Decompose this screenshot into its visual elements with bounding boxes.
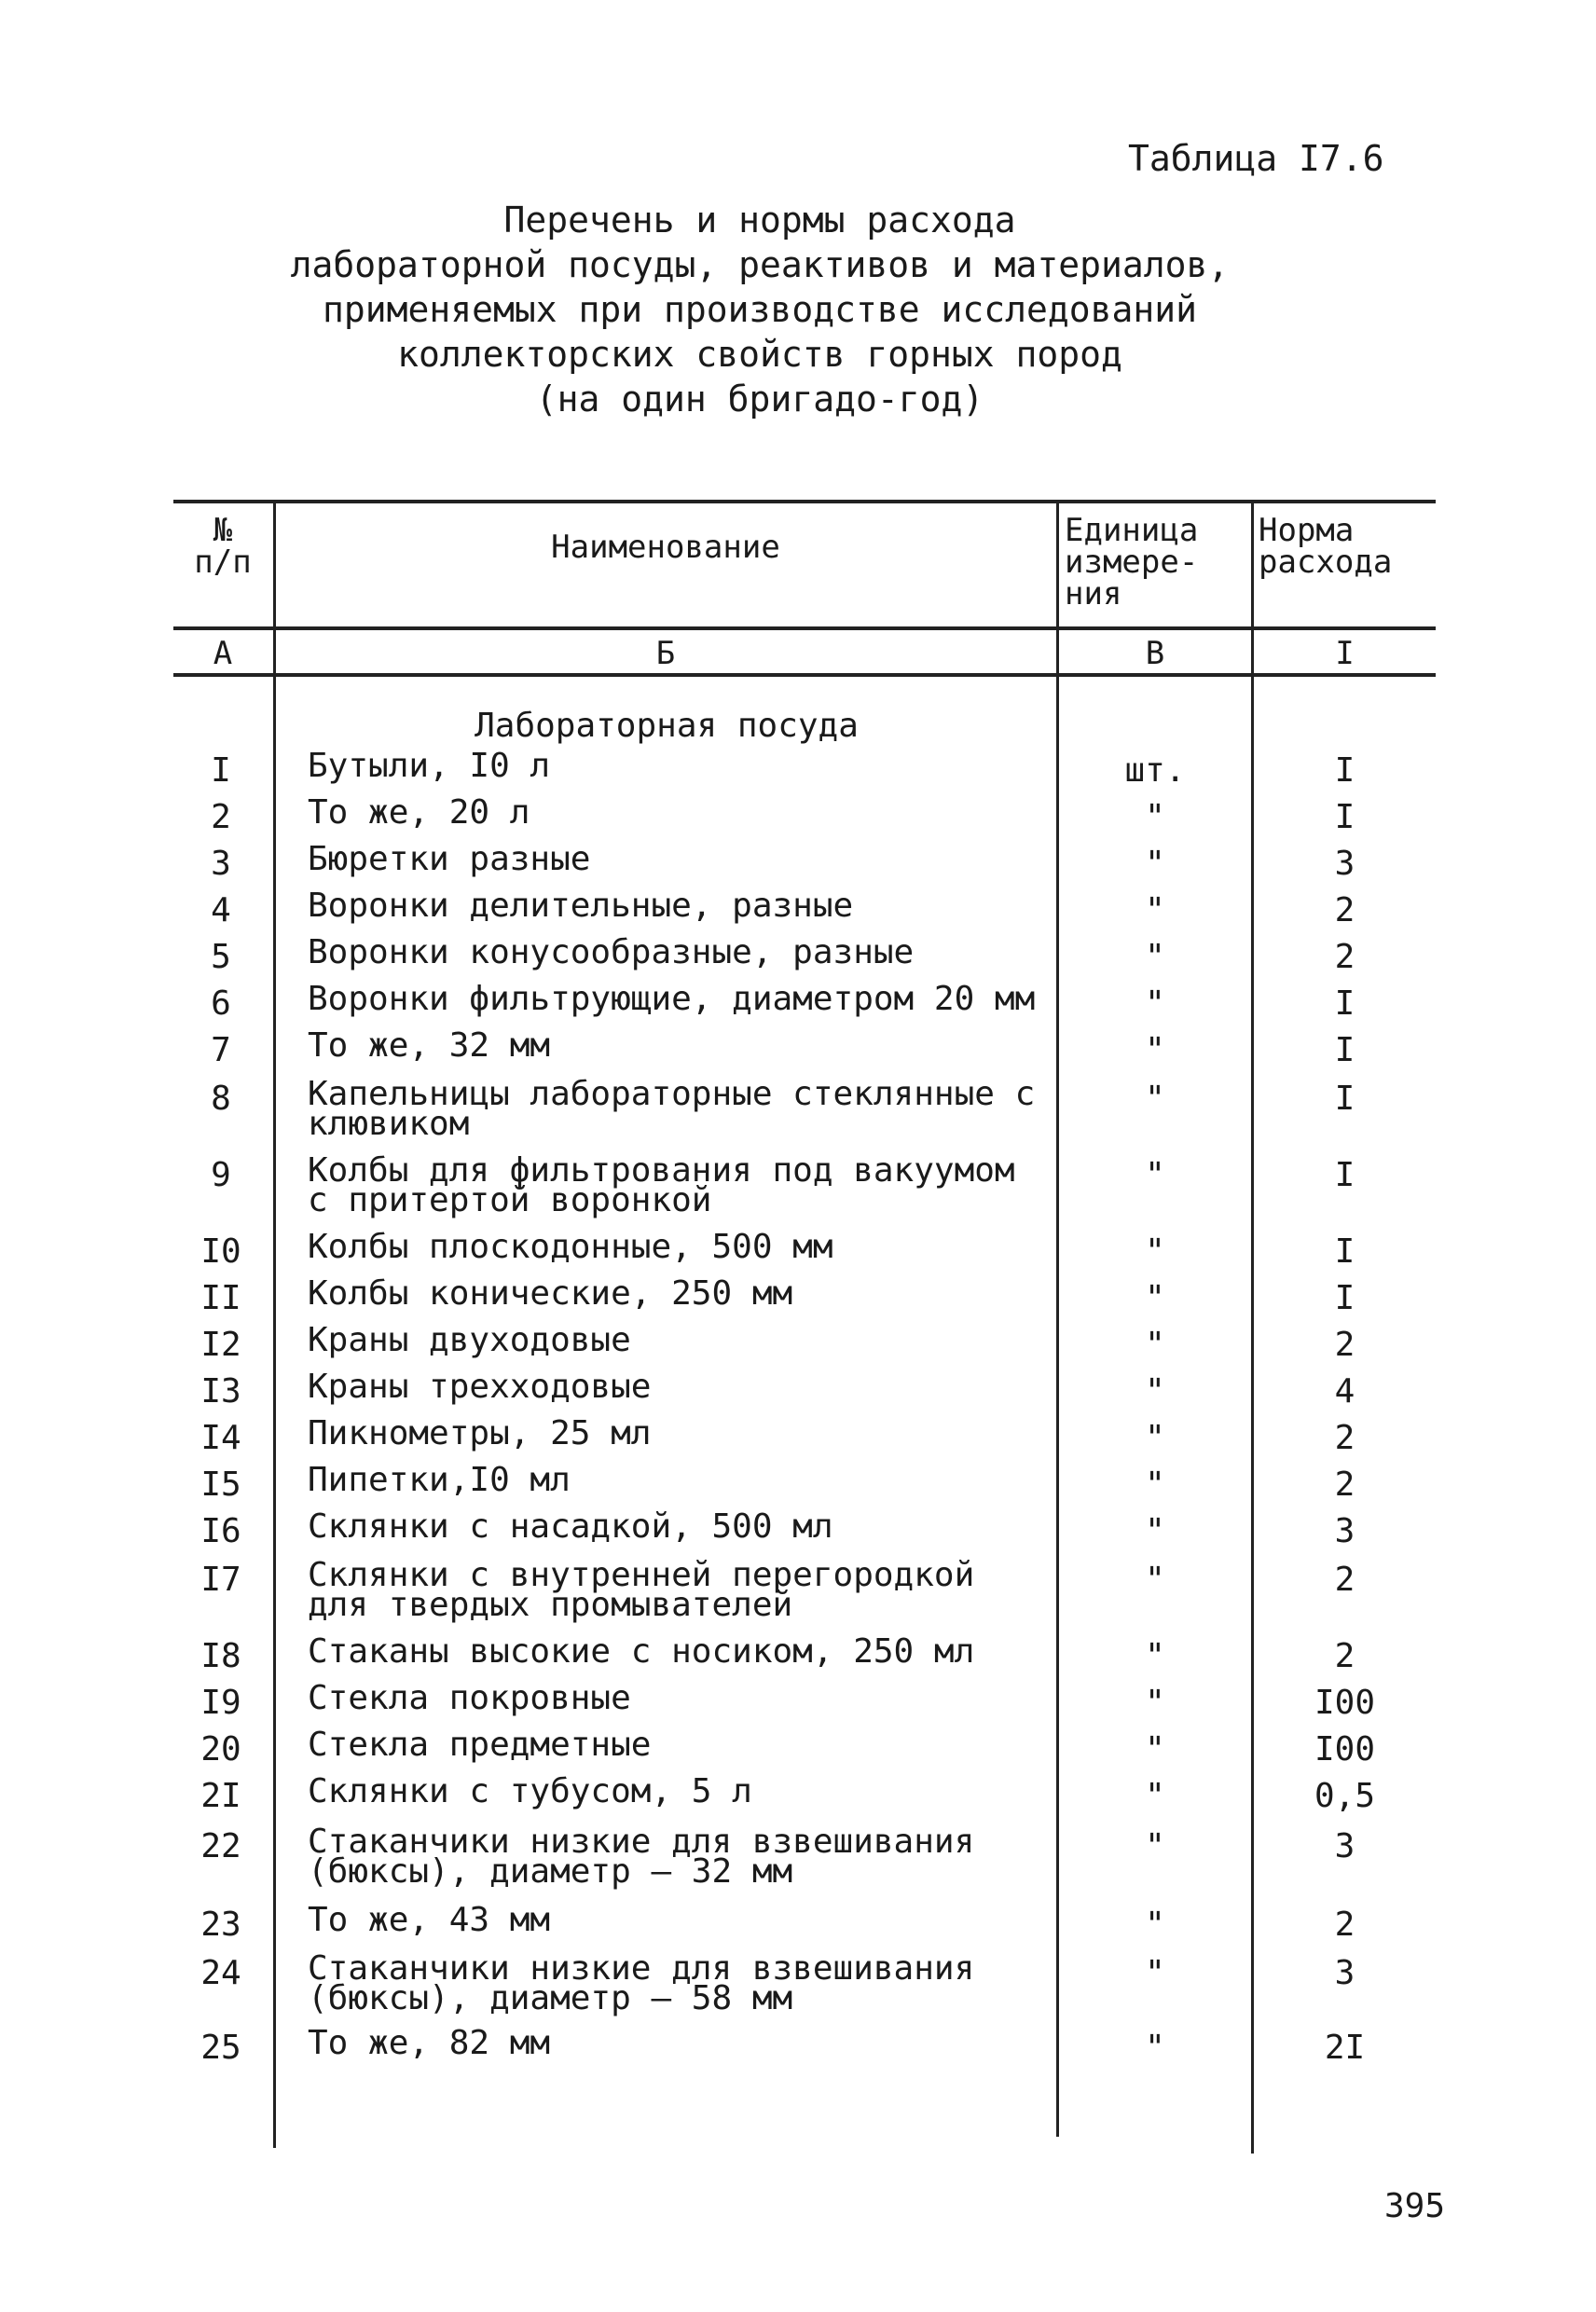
column-divider — [1056, 503, 1059, 2137]
column-letter: А — [213, 635, 233, 672]
row-name: То же, 43 мм — [308, 1901, 551, 1939]
row-quantity: I — [1334, 1080, 1355, 1118]
title-line: коллекторских свойств горных пород — [397, 334, 1122, 375]
row-number: I5 — [200, 1466, 241, 1504]
row-name: Воронки фильтрующие, диаметром 20 мм — [308, 980, 1036, 1018]
row-number: 25 — [200, 2029, 241, 2067]
row-number: I3 — [200, 1372, 241, 1411]
row-name: Пипетки,I0 мл — [308, 1461, 571, 1499]
row-name: То же, 20 л — [308, 793, 530, 832]
row-quantity: 2 — [1334, 891, 1355, 929]
row-quantity: 3 — [1334, 1827, 1355, 1865]
row-unit: " — [1145, 798, 1165, 836]
row-unit: " — [1145, 1326, 1165, 1364]
row-unit: " — [1145, 1372, 1165, 1411]
row-quantity: 2 — [1334, 1906, 1355, 1944]
row-number: I — [211, 751, 231, 790]
row-unit: " — [1145, 1466, 1165, 1504]
row-unit: " — [1145, 891, 1165, 929]
row-number: 6 — [211, 984, 231, 1023]
row-unit: " — [1145, 1156, 1165, 1194]
row-quantity: 2 — [1334, 938, 1355, 976]
table-top-rule — [173, 500, 1436, 503]
row-quantity: 2 — [1334, 1561, 1355, 1599]
row-quantity: I — [1334, 1232, 1355, 1271]
row-unit: " — [1145, 1684, 1165, 1722]
row-number: I0 — [200, 1232, 241, 1271]
row-unit: " — [1145, 1730, 1165, 1768]
row-quantity: I — [1334, 984, 1355, 1023]
row-number: II — [200, 1279, 241, 1317]
title-line: Перечень и нормы расхода — [503, 200, 1016, 241]
row-number: I4 — [200, 1419, 241, 1457]
document-title — [280, 198, 1240, 421]
row-quantity: I — [1334, 1279, 1355, 1317]
title-line: применяемых при производстве исследований — [323, 289, 1197, 330]
row-quantity: I — [1334, 798, 1355, 836]
row-unit: " — [1145, 1777, 1165, 1815]
row-number: 23 — [200, 1906, 241, 1944]
row-name: Стаканы высокие с носиком, 250 мл — [308, 1632, 975, 1671]
row-unit: " — [1145, 1637, 1165, 1675]
row-unit: " — [1145, 2029, 1165, 2067]
row-name: Склянки с внутренней перегородкой для твердых промывателей — [308, 1556, 975, 1624]
row-number: 2I — [200, 1777, 241, 1815]
row-number: 20 — [200, 1730, 241, 1768]
column-letter: Б — [655, 635, 676, 672]
row-name: Склянки с насадкой, 500 мл — [308, 1507, 833, 1546]
row-name: Стаканчики низкие для взвешивания (бюксы), диаметр – 32 мм — [308, 1823, 975, 1891]
row-name: Колбы плоскодонные, 500 мм — [308, 1228, 833, 1266]
header-bottom-rule — [173, 626, 1436, 630]
row-number: I2 — [200, 1326, 241, 1364]
row-number: 4 — [211, 891, 231, 929]
header-norm: Норма расхода — [1259, 512, 1393, 581]
row-unit: " — [1145, 1906, 1165, 1944]
row-name: Колбы конические, 250 мм — [308, 1274, 793, 1313]
row-unit: " — [1145, 845, 1165, 883]
row-number: 7 — [211, 1031, 231, 1069]
row-quantity: 3 — [1334, 1954, 1355, 1992]
row-number: I6 — [200, 1512, 241, 1550]
row-name: Краны трехходовые — [308, 1368, 652, 1406]
row-number: 24 — [200, 1954, 241, 1992]
row-name: Краны двуходовые — [308, 1321, 631, 1359]
row-name: Стекла покровные — [308, 1679, 631, 1717]
row-unit: " — [1145, 1561, 1165, 1599]
row-name: Стаканчики низкие для взвешивания (бюксы), диаметр – 58 мм — [308, 1949, 975, 2017]
row-name: То же, 82 мм — [308, 2024, 551, 2062]
row-number: 22 — [200, 1827, 241, 1865]
row-unit: " — [1145, 1080, 1165, 1118]
row-unit: " — [1145, 1232, 1165, 1271]
section-title: Лабораторная посуда — [475, 707, 859, 745]
row-unit: " — [1145, 984, 1165, 1023]
column-divider — [273, 503, 276, 2148]
header-num: № п/п — [194, 512, 252, 581]
row-quantity: 0,5 — [1314, 1777, 1376, 1815]
row-name: Бюретки разные — [308, 840, 591, 878]
row-unit: " — [1145, 1419, 1165, 1457]
row-quantity: I — [1334, 1156, 1355, 1194]
row-quantity: 2 — [1334, 1326, 1355, 1364]
row-unit: " — [1145, 1279, 1165, 1317]
row-quantity: 3 — [1334, 1512, 1355, 1550]
row-number: 3 — [211, 845, 231, 883]
row-number: 2 — [211, 798, 231, 836]
row-name: Капельницы лабораторные стеклянные с клювиком — [308, 1075, 1036, 1143]
row-number: I7 — [200, 1561, 241, 1599]
row-quantity: I00 — [1314, 1730, 1376, 1768]
row-quantity: I — [1334, 1031, 1355, 1069]
row-number: 5 — [211, 938, 231, 976]
row-name: Бутыли, I0 л — [308, 747, 551, 785]
row-name: То же, 32 мм — [308, 1026, 551, 1065]
title-line: (на один бригадо-год) — [535, 378, 984, 420]
row-number: 8 — [211, 1080, 231, 1118]
row-name: Воронки делительные, разные — [308, 887, 854, 925]
row-name: Колбы для фильтрования под вакуумом с притертой воронкой — [308, 1151, 1015, 1219]
row-name: Стекла предметные — [308, 1726, 652, 1764]
row-unit: " — [1145, 1827, 1165, 1865]
column-letter: I — [1335, 635, 1355, 672]
row-unit: " — [1145, 1031, 1165, 1069]
row-name: Пикнометры, 25 мл — [308, 1414, 652, 1452]
row-quantity: 2 — [1334, 1637, 1355, 1675]
row-number: I9 — [200, 1684, 241, 1722]
row-number: 9 — [211, 1156, 231, 1194]
row-quantity: 2 — [1334, 1466, 1355, 1504]
row-quantity: 2I — [1324, 2029, 1366, 2067]
letters-bottom-rule — [173, 673, 1436, 677]
page-number: 395 — [1384, 2187, 1446, 2225]
row-number: I8 — [200, 1637, 241, 1675]
header-unit: Единица измере- ния — [1065, 512, 1199, 612]
row-unit: " — [1145, 938, 1165, 976]
title-line: лабораторной посуды, реактивов и материалов, — [290, 244, 1230, 285]
row-unit: " — [1145, 1954, 1165, 1992]
header-name: Наименование — [551, 529, 780, 566]
row-quantity: 4 — [1334, 1372, 1355, 1411]
row-quantity: I00 — [1314, 1684, 1376, 1722]
row-unit: " — [1145, 1512, 1165, 1550]
row-unit: шт. — [1124, 751, 1186, 790]
column-letter: В — [1145, 635, 1165, 672]
row-quantity: 3 — [1334, 845, 1355, 883]
row-quantity: I — [1334, 751, 1355, 790]
row-quantity: 2 — [1334, 1419, 1355, 1457]
row-name: Склянки с тубусом, 5 л — [308, 1772, 752, 1810]
table-number: Таблица I7.6 — [1128, 138, 1384, 179]
row-name: Воронки конусообразные, разные — [308, 933, 915, 971]
